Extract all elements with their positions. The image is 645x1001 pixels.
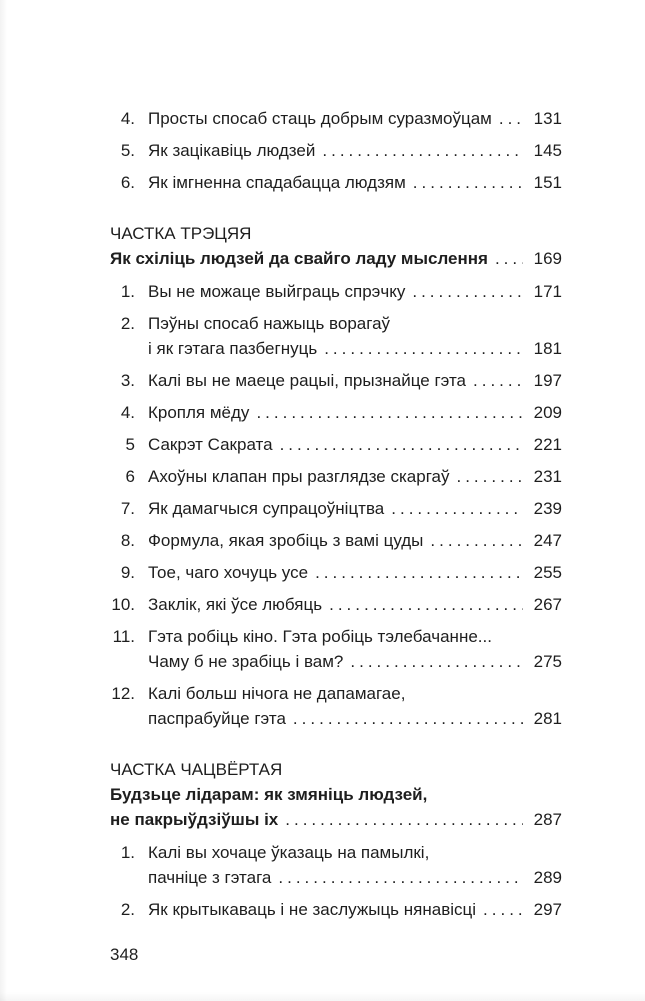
entry-title: Вы не можаце выйграць спрэчку [148,282,406,301]
entry-line [148,528,562,553]
entry-number: 2. [120,314,135,333]
part3-page-number: 169 [533,249,562,268]
entry-line [148,706,562,731]
entry-body [148,528,562,553]
toc-entry [110,592,562,617]
entry-body [148,368,562,393]
toc-entry [110,106,562,131]
entry-page-number: 209 [533,403,562,422]
entry-title: і як гэтага пазбегнуць [148,339,318,358]
entry-line [148,106,562,131]
dot-leader [473,368,523,393]
entry-line [148,496,562,521]
entry-page-number: 221 [533,435,562,454]
entry-number: 2. [120,900,135,919]
entry-body [148,106,562,131]
entry-number: 6. [120,173,135,192]
entry-line [148,138,562,163]
entry-page-number: 247 [533,531,562,550]
dot-leader [324,336,523,361]
dot-leader [456,464,523,489]
entry-page-number: 231 [533,467,562,486]
entry-title: Формула, якая зробіць з вамі цуды [148,531,424,550]
dot-leader [256,400,523,425]
entry-title: паспрабуйце гэта [148,709,286,728]
dot-leader [350,649,523,674]
entry-page-number: 151 [533,173,562,192]
dot-leader [293,706,523,731]
toc-entry [110,400,562,425]
part4-entries [110,840,562,922]
entry-number: 10. [111,595,135,614]
part4-title-block [110,782,562,832]
entry-line [148,368,562,393]
dot-leader [412,279,523,304]
entry-page-number: 145 [533,141,562,160]
toc-entry [110,311,562,361]
entry-line [148,649,562,674]
toc-entry [110,496,562,521]
entry-number: 5. [120,141,135,160]
entry-title: Просты спосаб стаць добрым суразмоўцам [148,109,492,128]
entry-line [148,400,562,425]
dot-leader [413,170,523,195]
entry-line [148,279,562,304]
dot-leader [391,496,523,521]
entry-number: 7. [120,499,135,518]
entry-body [148,432,562,457]
entry-number: 4. [120,109,135,128]
entry-page-number: 181 [533,339,562,358]
dot-leader [315,560,523,585]
entry-line [148,624,562,649]
entry-title: Калі вы хочаце ўказаць на памылкі, [148,843,430,862]
toc-entry [110,279,562,304]
part3-entries [110,279,562,731]
entry-line [148,432,562,457]
entry-page-number: 255 [533,563,562,582]
entry-title: Тое, чаго хочуць усе [148,563,309,582]
toc-entry [110,138,562,163]
page-number: 348 [110,945,139,964]
entry-body [148,681,562,731]
table-of-contents [110,106,562,967]
entry-title: Як імгненна спадабацца людзям [148,173,406,192]
part4-title-continued: не пакрыўдзіўшы іх [110,810,279,829]
entry-number: 12. [111,684,135,703]
toc-entry [110,464,562,489]
part2-tail-entries [110,106,562,195]
entry-page-number: 281 [533,709,562,728]
toc-entry [110,368,562,393]
entry-number: 11. [112,627,135,646]
dot-leader [483,897,523,922]
entry-title: Як зацікавіць людзей [148,141,316,160]
entry-title: Як дамагчыся супрацоўніцтва [148,499,385,518]
entry-body [148,840,562,890]
entry-line [148,897,562,922]
part3-section [110,221,562,731]
entry-number: 1. [120,282,135,301]
entry-number: 3. [120,371,135,390]
entry-line [148,865,562,890]
entry-number: 6 [125,467,135,486]
entry-line [148,840,562,865]
entry-title: Гэта робіць кіно. Гэта робіць тэлебачанне... [148,627,492,646]
entry-title: Ахоўны клапан пры разглядзе скаргаў [148,467,450,486]
entry-page-number: 239 [533,499,562,518]
entry-page-number: 275 [533,652,562,671]
entry-line [148,336,562,361]
toc-entry [110,528,562,553]
entry-number: 1. [120,843,135,862]
entry-title: Чаму б не зрабіць і вам? [148,652,344,671]
dot-leader [322,138,523,163]
entry-body [148,138,562,163]
entry-body [148,592,562,617]
part4-title-line-1 [110,782,562,807]
entry-body [148,311,562,361]
entry-body [148,464,562,489]
entry-page-number: 197 [533,371,562,390]
entry-title: пачніце з гэтага [148,868,272,887]
part4-kicker: ЧАСТКА ЧАЦВЁРТАЯ [110,760,283,779]
entry-body [148,170,562,195]
entry-line [148,464,562,489]
part4-section [110,757,562,922]
entry-line [148,592,562,617]
dot-leader [278,865,523,890]
toc-entry [110,560,562,585]
entry-title: Як крытыкаваць і не заслужыць нянавісці [148,900,477,919]
entry-page-number: 289 [533,868,562,887]
dot-leader [499,106,523,131]
entry-number: 8. [120,531,135,550]
dot-leader [329,592,523,617]
part4-title-line-2 [110,807,562,832]
entry-body [148,400,562,425]
entry-page-number: 297 [533,900,562,919]
entry-title: Кропля мёду [148,403,250,422]
entry-page-number: 171 [533,282,562,301]
entry-title: Пэўны спосаб нажыць ворагаў [148,314,391,333]
dot-leader [430,528,523,553]
toc-entry [110,432,562,457]
entry-number: 5 [125,435,135,454]
entry-title: Калі больш нічога не дапамагае, [148,684,406,703]
toc-entry [110,624,562,674]
entry-number: 4. [120,403,135,422]
dot-leader [280,432,523,457]
entry-body [148,496,562,521]
part4-page-number: 287 [533,810,562,829]
dot-leader [495,246,523,271]
part3-title-block [110,246,562,271]
entry-title: Заклік, які ўсе любяць [148,595,323,614]
dot-leader [285,807,523,832]
entry-body [148,560,562,585]
entry-line [148,681,562,706]
part3-kicker: ЧАСТКА ТРЭЦЯЯ [110,224,252,243]
entry-title: Сакрэт Сакрата [148,435,273,454]
entry-page-number: 131 [533,109,562,128]
part3-title: Як схіліць людзей да свайго ладу мыслення [110,249,488,268]
toc-entry [110,170,562,195]
entry-body [148,624,562,674]
entry-line [148,311,562,336]
entry-line [148,170,562,195]
entry-number: 9. [120,563,135,582]
entry-body [148,279,562,304]
part4-title: Будзьце лідарам: як змяніць людзей, [110,785,428,804]
entry-page-number: 267 [533,595,562,614]
toc-entry [110,681,562,731]
part3-title-line [110,246,562,271]
entry-line [148,560,562,585]
entry-title: Калі вы не маеце рацыі, прызнайце гэта [148,371,467,390]
toc-entry [110,840,562,890]
toc-entry [110,897,562,922]
entry-body [148,897,562,922]
